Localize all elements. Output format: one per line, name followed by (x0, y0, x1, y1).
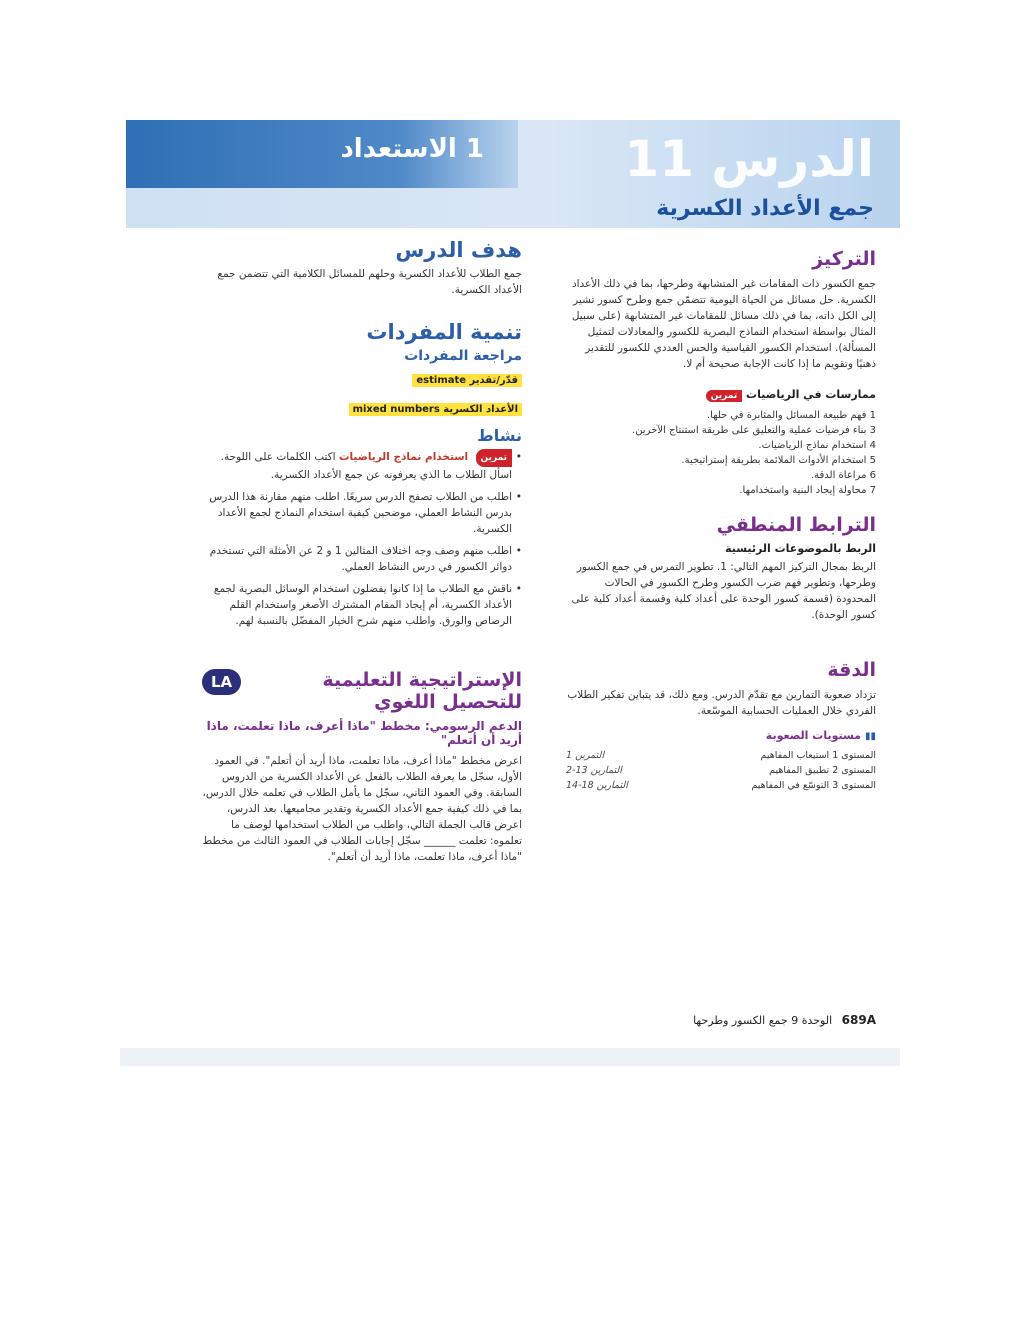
practices-tag: تمرين (706, 390, 743, 402)
objective-text: جمع الطلاب للأعداد الكسرية وحلهم للمسائل الكلامية التي تتضمن جمع الأعداد الكسرية. (217, 268, 522, 296)
vocab-title: تنمية المفردات (366, 320, 522, 344)
bar-chart-icon: ▮▮ (864, 731, 876, 742)
vocab-term-estimate: قدّر/تقدير estimate (412, 374, 522, 387)
coherence-subtitle: الربط بالموضوعات الرئيسية (725, 542, 876, 555)
page-number: 689A (841, 1013, 876, 1027)
prep-band (126, 120, 518, 188)
practice-tag: تمرين (476, 449, 513, 467)
strategy-title: الإستراتيجية التعليمية للتحصيل اللغوي (322, 669, 522, 713)
objective-title: هدف الدرس (395, 238, 522, 262)
practice-item: 4 استخدام نماذج الرياضيات. (758, 440, 876, 451)
level-row (566, 778, 876, 793)
activity-bullet-3: • اطلب منهم وصف وجه اختلاف المثالين 1 و 2 عن الأمثلة التي تستخدم دوائر الكسور في درس النشاط العملي. (202, 543, 522, 575)
la-badge: LA (202, 669, 241, 695)
lesson-title: الدرس 11 (624, 130, 874, 188)
vocab-term-mixed-numbers: الأعداد الكسرية mixed numbers (349, 403, 522, 416)
focus-text: جمع الكسور ذات المقامات غير المتشابهة وطرحها، بما في ذلك الأعداد الكسرية. حل مسائل من الحياة اليومية تتضمّن جمع وطرح كسور تشير إلى الكل ذاته، بما في ذلك مسائل للمقامات غير المتشابهة (على سبيل المثال بواسطة استخدام النماذج البصرية للكسور والمعادلات لتمثيل المسألة). استخدام الكسور القياسية والحس العددي للكسور للتقدير ذهنيًا وتقويم ما إذا كانت الإجابة صحيحة أم لا. (571, 278, 876, 370)
level-exercises: التمارين 13-2 (566, 765, 622, 776)
levels-title: ▮▮مستويات الصعوبة (765, 729, 876, 742)
page-header (126, 120, 900, 228)
strategy-header (202, 669, 522, 719)
level-row (566, 763, 876, 778)
activity-bullet-4: • ناقش مع الطلاب ما إذا كانوا يفضلون استخدام الوسائل البصرية لجمع الأعداد الكسرية، أم إيجاد المقام المشترك الأصغر واستخدام القلم الرصاص والورق. واطلب منهم شرح الخيار المفضّل بالنسبة لهم. (202, 581, 522, 629)
practices-title: ممارسات في الرياضيات (746, 388, 876, 401)
coherence-text: الربط بمجال التركيز المهم التالي: 1. تطوير التمرس في جمع الكسور وطرحها، وتطوير فهم ضرب الكسور وطرح الكسور في الحالات المحدودة (قسمة كسور الوحدة على أعداد كلية وقسمة أعداد كلية على كسور الوحدة). (571, 561, 876, 621)
level-label: المستوى 3 التوسّع في المفاهيم (751, 780, 876, 791)
coherence-title: الترابط المنطقي (716, 514, 876, 536)
practice-item: 3 بناء فرضيات عملية والتعليق على طريقة استنتاج الآخرين. (632, 425, 876, 436)
level-label: المستوى 1 استيعاب المفاهيم (760, 750, 876, 761)
activity-title: نشاط (477, 426, 522, 445)
rigor-title: الدقة (827, 659, 876, 681)
practice-item: 5 استخدام الأدوات الملائمة بطريقة إستراتيجية. (681, 455, 876, 466)
page-footer (693, 1013, 876, 1027)
level-row (566, 748, 876, 763)
focus-title: التركيز (812, 248, 876, 270)
activity-bullet-1-lead: استخدام نماذج الرياضيات (338, 451, 469, 463)
level-label: المستوى 2 تطبيق المفاهيم (769, 765, 876, 776)
unit-label: الوحدة 9 جمع الكسور وطرحها (693, 1014, 833, 1027)
activity-bullet-1-text: اكتب الكلمات على اللوحة. اسأل الطلاب ما الذي يعرفونه عن جمع الأعداد الكسرية. (220, 451, 512, 481)
bottom-strip (120, 1048, 900, 1066)
practices-header (566, 388, 876, 402)
right-column (566, 248, 876, 793)
practice-item: 6 مراعاة الدقة. (810, 470, 876, 481)
prep-title: 1 الاستعداد (340, 134, 484, 164)
rigor-text: تزداد صعوبة التمارين مع تقدّم الدرس. ومع ذلك، قد يتباين تفكير الطلاب الفردي خلال العمليات الحسابية الموسّعة. (567, 689, 876, 717)
left-column (202, 238, 522, 865)
practice-item: 1 فهم طبيعة المسائل والمثابرة في حلها. (706, 410, 876, 421)
level-exercises: التمارين 18-14 (566, 780, 628, 791)
vocab-subtitle: مراجعة المفردات (404, 348, 522, 364)
activity-bullet-2: • اطلب من الطلاب تصفح الدرس سريعًا. اطلب منهم مقارنة هذا الدرس بدرس النشاط العملي، موضحين كيفية استخدام النماذج لجمع الأعداد الكسرية. (202, 489, 522, 537)
lesson-subtitle: جمع الأعداد الكسرية (656, 196, 874, 221)
strategy-subtitle: الدعم الرسومي: مخطط "ماذا أعرف، ماذا تعلمت، ماذا أريد أن أتعلم" (206, 719, 522, 747)
level-exercises: التمرين 1 (566, 750, 605, 761)
strategy-text: اعرض مخطط "ماذا أعرف، ماذا تعلمت، ماذا أريد أن أتعلم". في العمود الأول، سجّل ما يعرفه الطلاب بالفعل عن الأعداد الكسرية من الدروس السابقة. وفي العمود الثاني، سجّل ما يأمل الطلاب في تعلمه خلال الدرس، بما في ذلك كيفية جمع الأعداد الكسرية وتقدير مجاميعها. بعد الدرس، اعرض قالب الجملة التالي، واطلب من الطلاب استخدامها لوصف ما تعلموه: تعلمت ______ سجّل إجابات الطلاب في العمود الثالث من مخطط "ماذا أعرف، ماذا تعلمت، ماذا أريد أن أتعلم". (202, 755, 522, 863)
activity-bullet-1 (202, 449, 522, 483)
textbook-page (126, 120, 900, 1065)
practice-item: 7 محاولة إيجاد البنية واستخدامها. (739, 485, 876, 496)
